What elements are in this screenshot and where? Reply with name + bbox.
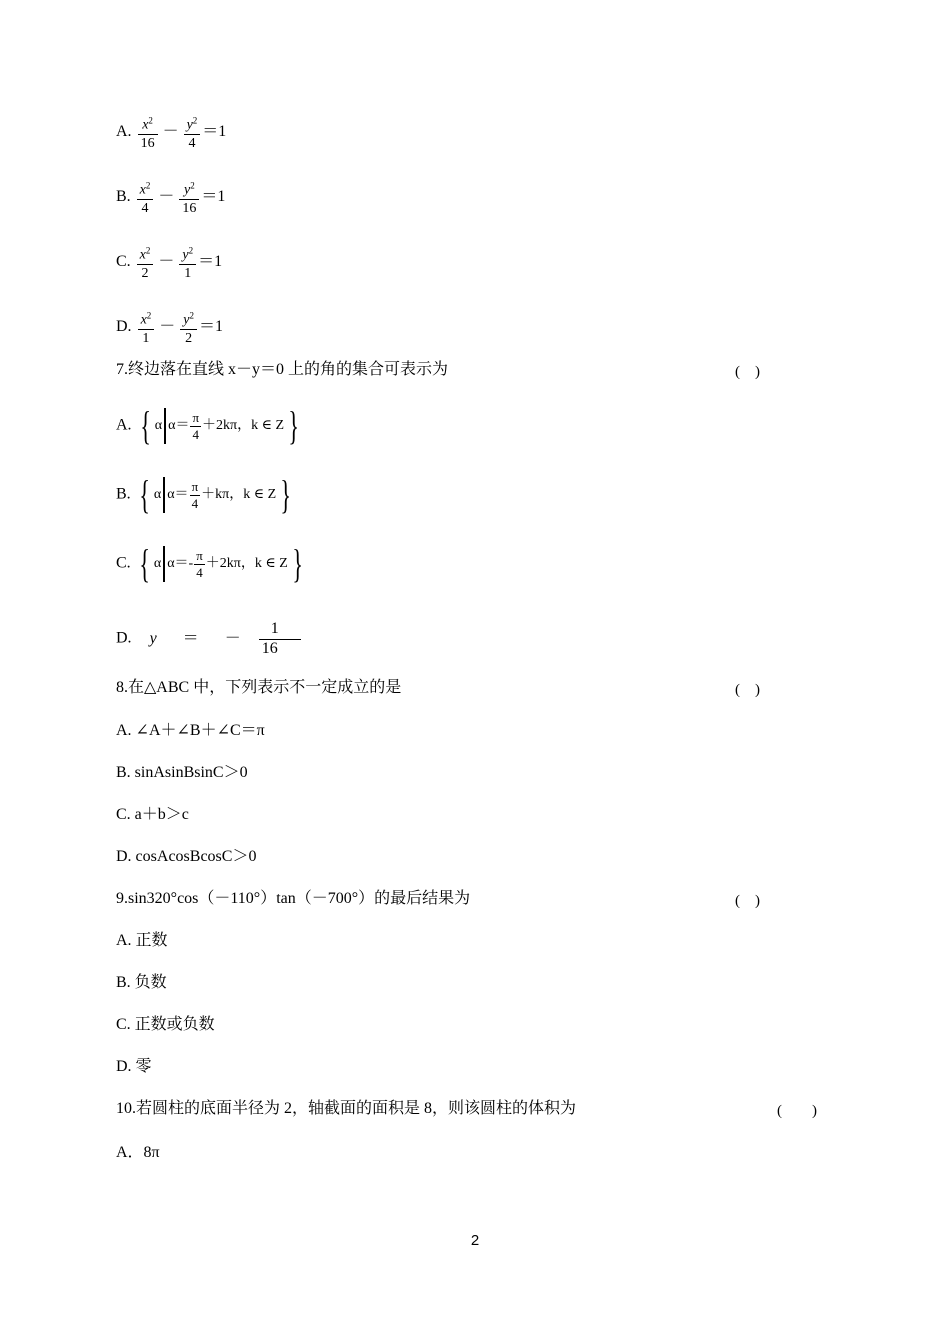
q6-option-b: B. $\frac{x^2}{4}$ － $\frac{y^2}{16}$ ＝1: [116, 177, 225, 218]
q8-option-a: A. ∠A＋∠B＋∠C＝π: [116, 722, 265, 739]
q7-option-d: D. y ＝ － $\frac{1}{16}$: [116, 620, 303, 658]
q9-stem: 9.sin320°cos（－110°）tan（－700°）的最后结果为: [116, 890, 471, 907]
q8-option-d: D. cosAcosBcosC＞0: [116, 848, 257, 865]
q7-answer-paren: ( ): [735, 364, 760, 380]
q9-option-a: A. 正数: [116, 932, 168, 949]
q10-stem: 10.若圆柱的底面半径为 2，轴截面的面积是 8，则该圆柱的体积为: [116, 1100, 577, 1117]
q8-answer-paren: ( ): [735, 682, 760, 698]
q7-stem: 7.终边落在直线 x－y＝0 上的角的集合可表示为: [116, 361, 449, 378]
q7-option-a: A. { α α＝ π 4 ＋2kπ，k ∈ Z }: [116, 403, 299, 448]
q6-option-c: C. $\frac{x^2}{2}$ － $\frac{y^2}{1}$ ＝1: [116, 242, 222, 283]
q6-option-d: D. $\frac{x^2}{1}$ － $\frac{y^2}{2}$ ＝1: [116, 307, 223, 348]
q7-option-c: C. { α α＝- π 4 ＋2kπ，k ∈ Z }: [116, 541, 303, 586]
q8-option-c: C. a＋b＞c: [116, 806, 189, 823]
q10-answer-paren: ( ): [777, 1103, 817, 1119]
q8-stem: 8.在△ABC 中，下列表示不一定成立的是: [116, 679, 402, 696]
q8-option-b: B. sinAsinBsinC＞0: [116, 764, 248, 781]
q7-option-b: B. { α α＝ π 4 ＋kπ，k ∈ Z }: [116, 472, 292, 517]
q9-option-b: B. 负数: [116, 974, 167, 991]
q10-option-a: A．8π: [116, 1144, 160, 1161]
page-number: 2: [470, 1232, 480, 1249]
q9-answer-paren: ( ): [735, 893, 760, 909]
q6-option-a: A. $\frac{x^2}{16}$ － $\frac{y^2}{4}$ ＝1: [116, 112, 226, 153]
q9-option-d: D. 零: [116, 1058, 152, 1075]
q9-option-c: C. 正数或负数: [116, 1016, 215, 1033]
